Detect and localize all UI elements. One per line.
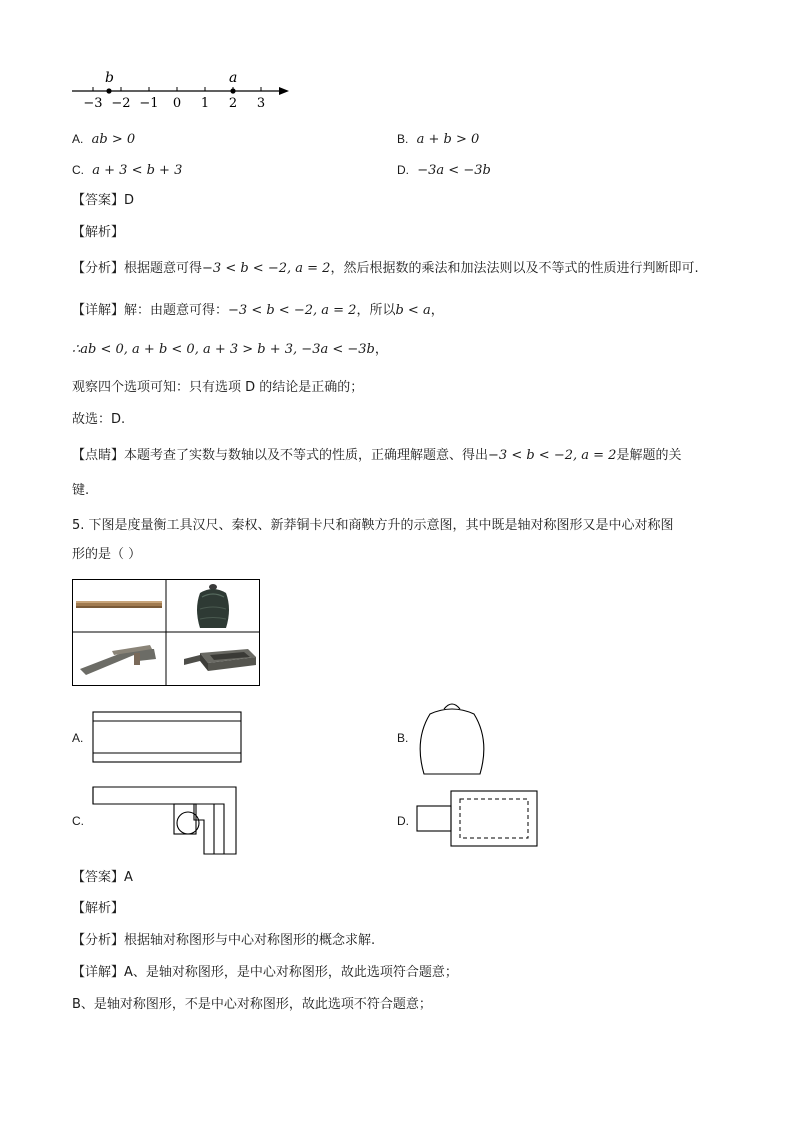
q4-option-a: A. ab > 0	[72, 132, 136, 147]
point-b-label: b	[105, 70, 114, 86]
number-line-tick-label: 2	[228, 96, 238, 111]
q4-observe: 观察四个选项可知：只有选项 D 的结论是正确的；	[72, 380, 364, 395]
q5-answer: 【答案】A	[72, 870, 133, 885]
han-ruler-photo	[76, 601, 162, 608]
number-line-tick-label: −2	[111, 96, 131, 111]
number-line-tick-label: −1	[139, 96, 159, 111]
q4-answer: 【答案】D	[72, 193, 135, 208]
q4-option-c: C. a + 3 < b + 3	[72, 163, 183, 178]
q5-figure-c	[90, 784, 242, 858]
q4-option-b: B. a + b > 0	[397, 132, 480, 147]
q4-analysis-tag: 【解析】	[72, 225, 125, 240]
q5-option-b-label: B.	[397, 731, 409, 745]
number-line-tick-label: 3	[256, 96, 266, 111]
number-line-tick-label: −3	[83, 96, 103, 111]
q5-option-c-label: C.	[72, 814, 84, 828]
q4-therefore: ∴ab < 0, a + b < 0, a + 3 > b + 3, −3a < −3b，	[72, 342, 388, 357]
point-b	[106, 88, 111, 93]
q5-figure-a	[90, 710, 246, 766]
q4-xiangjie: 【详解】解：由题意可得：−3 < b < −2, a = 2，所以b < a，	[72, 303, 444, 318]
q5-figure-d	[414, 788, 542, 852]
q4-dianjing: 【点睛】本题考查了实数与数轴以及不等式的性质，正确理解题意、得出−3 < b < −2, a = 2是解题的关	[72, 448, 682, 463]
q5-stem-line2: 形的是（ ）	[72, 547, 142, 562]
q4-fenxi: 【分析】根据题意可得−3 < b < −2, a = 2，然后根据数的乘法和加法法则以及不等式的性质进行判断即可.	[72, 261, 699, 276]
q5-line-b: B、是轴对称图形，不是中心对称图形，故此选项不符合题意；	[72, 997, 432, 1012]
q5-figure-b	[414, 696, 490, 778]
q4-dianjing-cont: 键.	[72, 483, 90, 498]
number-line-tick-label: 0	[172, 96, 182, 111]
q5-stem-line1: 5. 下图是度量衡工具汉尺、秦权、新莽铜卡尺和商鞅方升的示意图，其中既是轴对称图形又是中心对称图	[72, 518, 674, 533]
q5-option-d-label: D.	[397, 814, 409, 828]
q4-choose: 故选：D.	[72, 412, 126, 427]
q4-option-d: D. −3a < −3b	[397, 163, 491, 178]
point-a-label: a	[229, 70, 238, 86]
point-a	[230, 88, 235, 93]
photo-grid	[72, 579, 262, 687]
q5-analysis-tag: 【解析】	[72, 901, 125, 916]
number-line-tick-label: 1	[200, 96, 210, 111]
q5-fenxi: 【分析】根据轴对称图形与中心对称图形的概念求解.	[72, 933, 376, 948]
q5-xiangjie: 【详解】A、是轴对称图形，是中心对称图形，故此选项符合题意；	[72, 965, 458, 980]
number-line	[60, 66, 300, 114]
q5-option-a-label: A.	[72, 731, 84, 745]
